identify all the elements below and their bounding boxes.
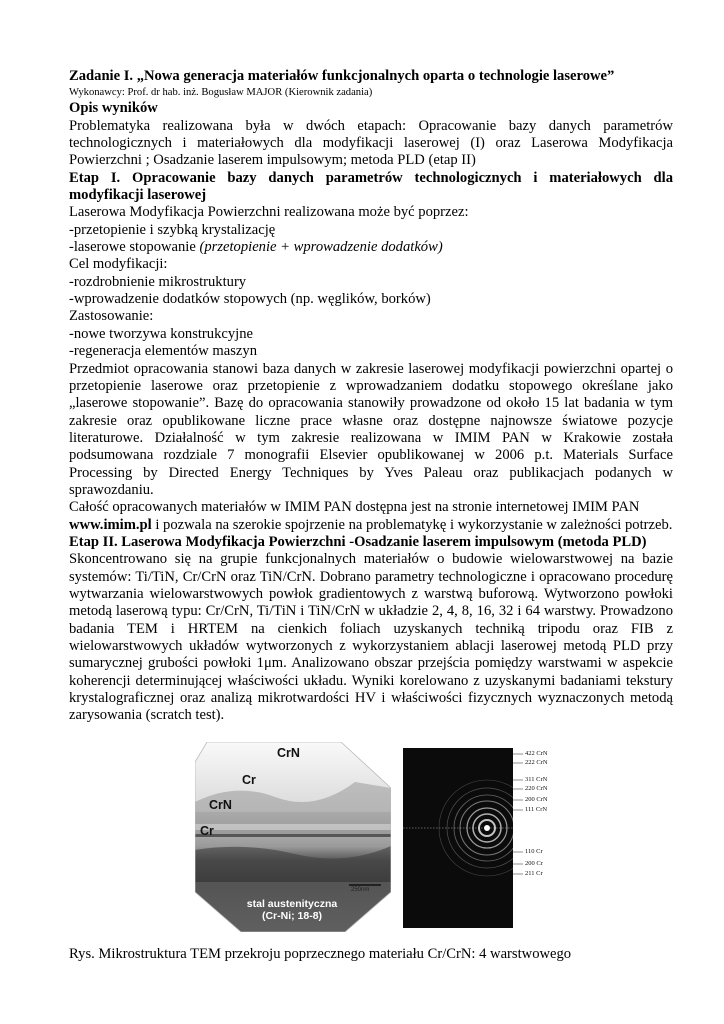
- tem-label-cr: Cr: [242, 773, 256, 787]
- stage1-availability-rest: i pozwala na szerokie spojrzenie na problematykę i wykorzystanie w zależności potrzeb.: [151, 516, 673, 533]
- stage1-line: [69, 239, 673, 256]
- saed-label: 222 CrN: [525, 759, 548, 766]
- stage1-heading-text: . Opracowanie bazy danych parametrów technologicznych i materiałowych dla modyfikacji laserowej: [69, 169, 674, 204]
- task-title: Zadanie I. „Nowa generacja materiałów funkcjonalnych oparta o technologie laserowe”: [69, 68, 615, 84]
- stage1-line: Laserowa Modyfikacja Powierzchni realizowana może być poprzez:: [69, 204, 469, 221]
- website-link[interactable]: www.imim.pl: [69, 516, 152, 533]
- saed-label: 220 CrN: [525, 785, 548, 792]
- substrate-line1: stal austenityczna: [246, 898, 338, 910]
- stage1-line3-text: -laserowe stopowanie: [69, 239, 200, 256]
- saed-label: 311 CrN: [525, 776, 548, 783]
- figure-caption: Rys. Mikrostruktura TEM przekroju poprzecznego materiału Cr/CrN: 4 warstwowego: [69, 946, 572, 962]
- stage1-line: -przetopienie i szybką krystalizację: [69, 221, 276, 238]
- saed-label: 200 CrN: [525, 796, 548, 803]
- stage1-availability: Całość opracowanych materiałów w IMIM PAN dostępna jest na stronie internetowej IMIM PAN: [69, 499, 640, 516]
- stage2-paragraph: Skoncentrowano się na grupie funkcjonalnych materiałów o budowie wielowarstwowej na bazie systemów: Ti/TiN, Cr/CrN oraz TiN/CrN. Dobrano parametry technologiczne i opracowano procedurę wytwarzania wielowarstwowych powłok gradientowych z warstwą buforową. Wytworzono powłoki metodą laserową typu: Cr/CrN, Ti/TiN i TiN/CrN w układzie 2, 4, 8, 16, 32 i 64 warstwy. Prowadzono badania TEM i HRTEM na cienkich foliach uzyskanych techniką tripodu oraz FIB z wielowarstwowych układów wytworzonych z wykorzystaniem ablacji laserowej metodą PLD przy sumarycznej grubości powłoki 1μm. Analizowano obszar przejścia pomiędzy warstwami w aspekcie koherencji determinującej właściwości układu. Wyniki korelowano z uzyskanymi badaniami tekstury krystalograficznej oraz analizą mikrotwardości HV i właściwości fizycznych wyznaczonych metodą zarysowania (scratch test).: [69, 551, 673, 724]
- stage1-line: -rozdrobnienie mikrostruktury: [69, 273, 247, 290]
- stage1-line: -wprowadzenie dodatków stopowych (np. węglików, borków): [69, 291, 431, 308]
- stage1-line3-italic: (przetopienie + wprowadzenie dodatków): [199, 239, 443, 256]
- tem-figure: [195, 742, 685, 934]
- substrate-line2: (Cr-Ni; 18-8): [261, 910, 323, 922]
- tem-label-cr-bottom: Cr: [200, 824, 214, 838]
- saed-ring-labels: [525, 742, 585, 932]
- tem-label-crn-top: CrN: [277, 746, 300, 760]
- saed-label: 111 CrN: [525, 806, 548, 813]
- stage2-heading: Etap II. Laserowa Modyfikacja Powierzchni -Osadzanie laserem impulsowym (metoda PLD): [69, 533, 647, 550]
- intro-paragraph: Problematyka realizowana była w dwóch etapach: Opracowanie bazy danych parametrów technologicznych i materiałowych dla modyfikacji laserowej (I) oraz Laserowa Modyfikacja Powierzchni ; Osadzanie laserem impulsowym; metoda PLD (etap II): [69, 117, 673, 169]
- substrate-label: [237, 898, 347, 922]
- saed-label: 200 Cr: [525, 860, 543, 867]
- stage1-availability-cont: [69, 517, 673, 534]
- saed-label: 110 Cr: [525, 848, 543, 855]
- tem-label-crn: CrN: [209, 798, 232, 812]
- document-body: [69, 68, 673, 725]
- stage1-paragraph: Przedmiot opracowania stanowi baza danych w zakresie laserowej modyfikacji powierzchni opartej o przetopienie laserowe oraz przetopienie z wprowadzaniem dodatku stopowego określane jako „laserowe stopowanie”. Bazę do opracowania stanowiły prowadzone od około 15 lat badania w tym zakresie oraz opublikowane liczne prace własne oraz dostępne najnowsze światowe pozycje literaturowe. Działalność w tym zakresie realizowana w IMIM PAN w Krakowie została podsumowana rozdziale 7 monografii Elsevier opublikowanej w 2006 p.t. Materials Surface Processing by Directed Energy Techniques by Yves Paleau oraz publikacjach podanych w sprawozdaniu.: [69, 360, 673, 498]
- scale-bar-label: 250nm: [351, 887, 370, 893]
- performers-line: Wykonawcy: Prof. dr hab. inż. Bogusław MAJOR (Kierownik zadania): [69, 87, 373, 99]
- saed-label-leaders: [513, 742, 573, 932]
- saed-label: 422 CrN: [525, 750, 548, 757]
- saed-label: 211 Cr: [525, 870, 543, 877]
- stage1-label: Etap I: [69, 169, 117, 186]
- stage1-line: Zastosowanie:: [69, 308, 154, 325]
- stage1-line: -regeneracja elementów maszyn: [69, 343, 257, 360]
- results-heading: Opis wyników: [69, 100, 158, 117]
- stage1-line: Cel modyfikacji:: [69, 256, 168, 273]
- stage1-heading: [69, 170, 673, 205]
- saed-pattern: [403, 748, 513, 928]
- stage1-line: -nowe tworzywa konstrukcyjne: [69, 325, 253, 342]
